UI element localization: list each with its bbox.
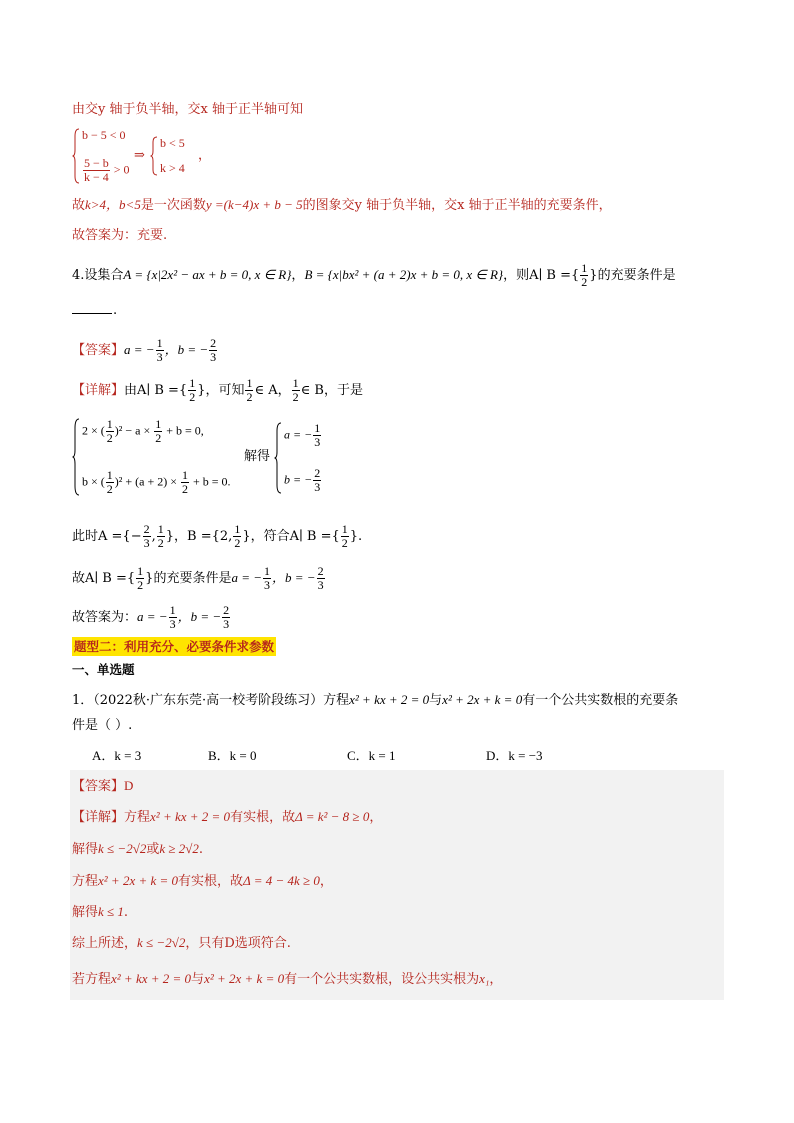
implies-arrow: ⇒	[134, 148, 145, 163]
text-line: 故答案为：a = − $\frac{1}{3}$ ，b = − $\frac{2}{3}$	[72, 603, 230, 631]
detail-line: 【详解】方程x² + kx + 2 = 0有实根，故Δ = k² − 8 ≥ 0，	[72, 809, 383, 825]
equation-system: 2 × ( $\frac{1}{2}$ )² − a × $\frac{1}{2}$ + b = 0, b × ( $\frac{1}{2}$ )² + (a + 2) × $\frac{1}{2}$ + b = 0.	[72, 418, 252, 496]
text-line: 由交y 轴于负半轴，交x 轴于正半轴可知	[72, 102, 303, 117]
text-line: 故k>4，b<5是一次函数y =(k−4)x + b − 5的图象交y 轴于负半轴，交x 轴于正半轴的充要条件，	[72, 197, 612, 213]
text-line: .	[113, 303, 118, 318]
detail-line: 方程x² + 2x + k = 0有实根，故Δ = 4 − 4k ≥ 0，	[72, 873, 333, 889]
text-line: 解得	[244, 449, 271, 464]
detail-line: 综上所述，k ≤ −2√2，只有D选项符合.	[72, 935, 291, 951]
detail-line: 解得k ≤ −2√2或k ≥ 2√2.	[72, 841, 204, 857]
section-title: 题型二：利用充分、必要条件求参数	[74, 639, 275, 654]
heading-single-choice: 一、单选题	[72, 662, 135, 677]
answer-line: 【答案】D	[72, 778, 134, 794]
text-line: ，	[198, 148, 212, 163]
detail-line: 解得k ≤ 1.	[72, 904, 129, 920]
equation-system: b < 5 k > 4	[150, 136, 195, 176]
option-d[interactable]: D．k = −3	[486, 748, 543, 763]
equation-system: b − 5 < 0 $\frac{5 - b}{k - 4}$ > 0	[72, 128, 202, 184]
text-line: 故答案为：充要.	[72, 228, 168, 243]
detail-line: 【详解】由A∣ B ={ $\frac{1}{2}$ }，可知 $\frac{1}{2}$ ∈ A， $\frac{1}{2}$ ∈ B，于是	[72, 376, 363, 404]
question-4: 4.设集合A = {x|2x² − ax + b = 0, x ∈ R}，B = {x|bx² + (a + 2)x + b = 0, x ∈ R}，则A∣ B ={ $\frac{1}{2}$ }的充要条件是	[72, 261, 676, 289]
question-1-cont: 件是（ ）.	[72, 718, 133, 733]
option-a[interactable]: A．k = 3	[92, 748, 142, 763]
question-1: 1．（2022秋·广东东莞·高一校考阶段练习）方程x² + kx + 2 = 0与x² + 2x + k = 0有一个公共实数根的充要条	[72, 692, 679, 708]
equation-system: a = − $\frac{1}{3}$ b = − $\frac{2}{3}$	[274, 422, 334, 494]
text-line: 故A∣ B ={ $\frac{1}{2}$ }的充要条件是a = − $\frac{1}{3}$ ，b = − $\frac{2}{3}$	[72, 564, 324, 592]
detail-line: 若方程x² + kx + 2 = 0与x² + 2x + k = 0有一个公共实数根，设公共实根为x₁，	[72, 971, 503, 987]
text-line: 此时A ={− $\frac{2}{3}$ , $\frac{1}{2}$ }，B ={2, $\frac{1}{2}$ }，符合A∣ B ={ $\frac{1}{2}$ }.	[72, 522, 363, 550]
answer-blank	[72, 313, 112, 314]
answer-line: 【答案】a = − $\frac{1}{3}$ ，b = − $\frac{2}{3}$	[72, 336, 217, 364]
option-c[interactable]: C．k = 1	[347, 748, 396, 763]
option-b[interactable]: B．k = 0	[208, 748, 257, 763]
